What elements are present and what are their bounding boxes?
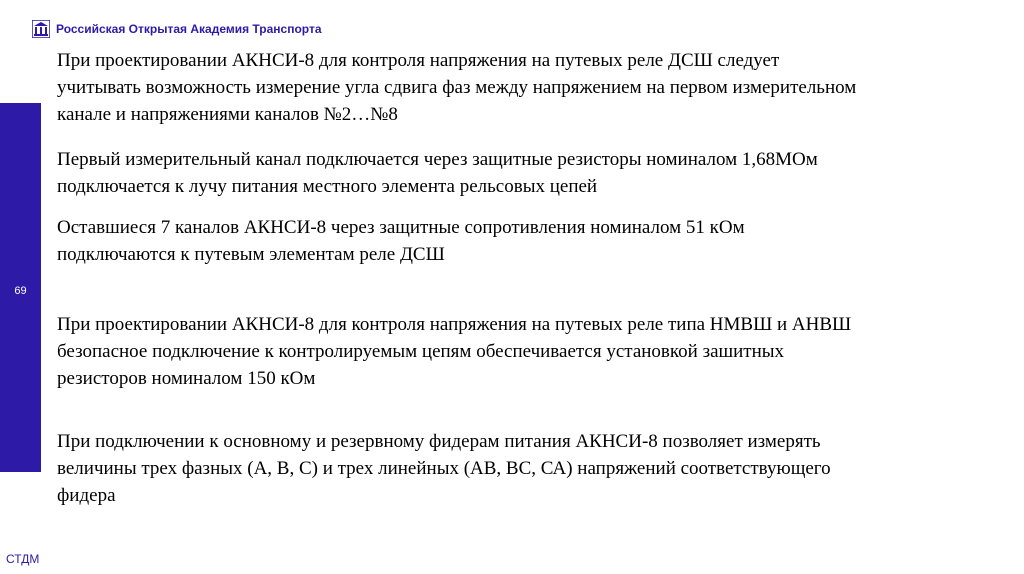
paragraph-4: При проектировании АКНСИ-8 для контроля напряжения на путевых реле типа НМВШ и АНВШ безопасное подключение к контролируемым цепям обеспечивается установкой зашитных резисторов номиналом 150 кОм xyxy=(57,314,852,389)
paragraph-3: Оставшиеся 7 каналов АКНСИ-8 через защитные сопротивления номиналом 51 кОм подключаются к путевым элементам реле ДСШ xyxy=(57,217,745,265)
sidebar xyxy=(0,103,41,472)
paragraph-5: При подключении к основному и резервному фидерам питания АКНСИ-8 позволяет измерять величины трех фазных (А, В, С) и трех линейных (АВ, ВС, СА) напряжений соответствующего фидера xyxy=(57,431,831,506)
paragraph-1: При проектировании АКНСИ-8 для контроля напряжения на путевых реле ДСШ следует учитывать возможность измерение угла сдвига фаз между напряжением на первом измерительном канале и напряжениями каналов №2…№8 xyxy=(57,50,857,125)
paragraph-2: Первый измерительный канал подключается через защитные резисторы номиналом 1,68МОм подключается к лучу питания местного элемента рельсовых цепей xyxy=(57,149,818,197)
slide-number: 69 xyxy=(14,285,27,297)
university-building-icon xyxy=(32,20,50,38)
footer-label: СТДМ xyxy=(6,552,40,566)
header xyxy=(32,18,322,40)
header-title: Российская Открытая Академия Транспорта xyxy=(56,22,322,36)
